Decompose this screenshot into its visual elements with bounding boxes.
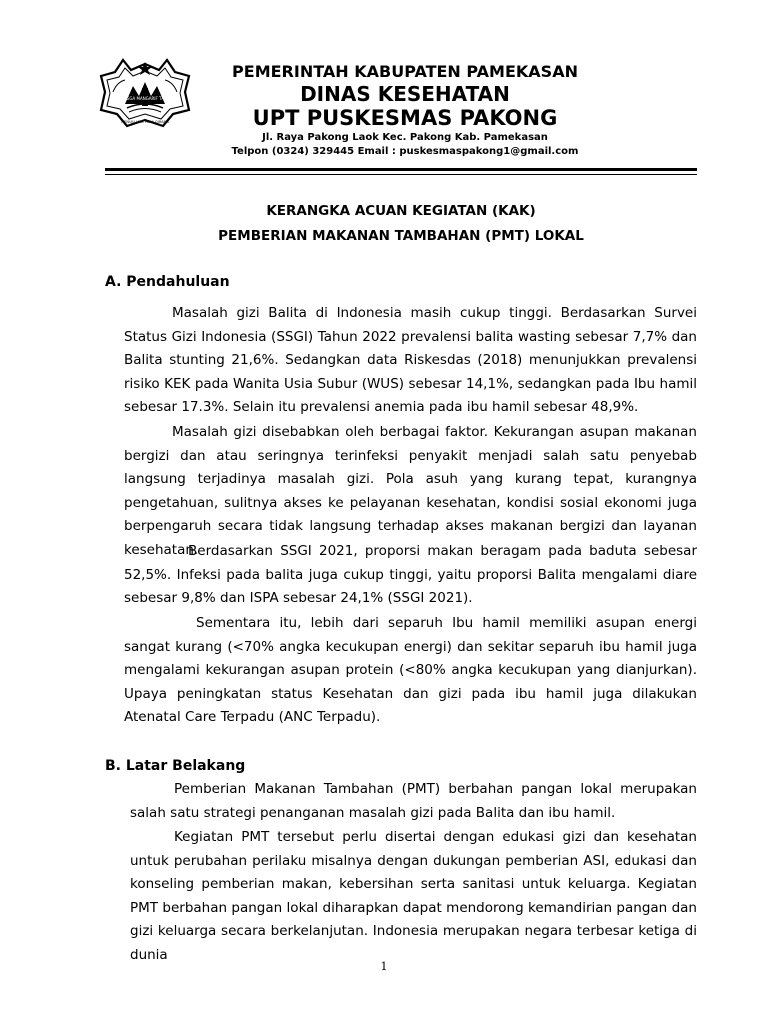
section-a-heading: A. Pendahuluan <box>105 274 230 290</box>
section-a-paragraph: Masalah gizi disebabkan oleh berbagai faktor. Kekurangan asupan makanan bergizi dan atau seringnya terinfeksi penyakit menjadi salah satu penyebab langsung terjadinya masalah gizi. Pola asuh yang kurang tepat, kurangnya pengetahuan, sulitnya akses ke pelayanan kesehatan, kondisi sosial ekonomi juga berpengaruh secara tidak langsung terhadap akses makanan bergizi dan layanan kesehatan. <box>124 424 697 558</box>
header-contact: Telpon (0324) 329445 Email : puskesmaspakong1@gmail.com <box>231 146 579 157</box>
section-b-paragraph: Kegiatan PMT tersebut perlu disertai dengan edukasi gizi dan kesehatan untuk perubahan perilaku misalnya dengan dukungan pemberian ASI, edukasi dan konseling pemberian makan, kebersihan serta sanitasi untuk keluarga. Kegiatan PMT berbahan pangan lokal diharapkan dapat mendorong kemandirian pangan dan gizi keluarga secara berkelanjutan. Indonesia merupakan negara terbesar ketiga di dunia <box>130 829 697 963</box>
section-a-paragraph: Sementara itu, lebih dari separuh Ibu hamil memiliki asupan energi sangat kurang (<70% angka kecukupan energi) dan sekitar separuh ibu hamil juga mengalami kekurangan asupan protein (<80% angka kecukupan yang dianjurkan). Upaya peningkatan status Kesehatan dan gizi pada ibu hamil juga dilakukan Atenatal Care Terpadu (ANC Terpadu). <box>124 615 697 725</box>
header-government-name: PEMERINTAH KABUPATEN PAMEKASAN <box>232 62 578 81</box>
logo-top-text: MANGGA MANGARIF TAMBA <box>117 96 173 101</box>
header-agency-name: DINAS KESEHATAN <box>300 82 510 106</box>
document-title: KERANGKA ACUAN KEGIATAN (KAK) <box>266 203 536 219</box>
header-divider-thin <box>105 174 697 175</box>
logo-bottom-text: MENUJU JAYA PADA GIRANG <box>121 120 169 124</box>
section-b-heading: B. Latar Belakang <box>105 758 246 774</box>
document-subtitle: PEMBERIAN MAKANAN TAMBAHAN (PMT) LOKAL <box>218 228 584 244</box>
page-number: 1 <box>380 960 388 973</box>
header-unit-name: UPT PUSKESMAS PAKONG <box>252 106 558 130</box>
section-a-paragraph: Berdasarkan SSGI 2021, proporsi makan beragam pada baduta sebesar 52,5%. Infeksi pada balita juga cukup tinggi, yaitu proporsi Balita mengalami diare sebesar 9,8% dan ISPA sebesar 24,1% (SSGI 2021). <box>124 543 697 606</box>
section-b-paragraph: Pemberian Makanan Tambahan (PMT) berbahan pangan lokal merupakan salah satu strategi penanganan masalah gizi pada Balita dan ibu hamil. <box>130 781 697 821</box>
header-address: Jl. Raya Pakong Laok Kec. Pakong Kab. Pamekasan <box>262 132 548 143</box>
pamekasan-emblem-logo <box>93 52 197 132</box>
section-a-paragraph: Masalah gizi Balita di Indonesia masih cukup tinggi. Berdasarkan Survei Status Gizi Indonesia (SSGI) Tahun 2022 prevalensi balita wasting sebesar 7,7% dan Balita stunting 21,6%. Sedangkan data Riskesdas (2018) menunjukkan prevalensi risiko KEK pada Wanita Usia Subur (WUS) sebesar 14,1%, sedangkan pada Ibu hamil sebesar 17.3%. Selain itu prevalensi anemia pada ibu hamil sebesar 48,9%. <box>124 305 697 415</box>
header-divider-thick <box>105 168 697 171</box>
